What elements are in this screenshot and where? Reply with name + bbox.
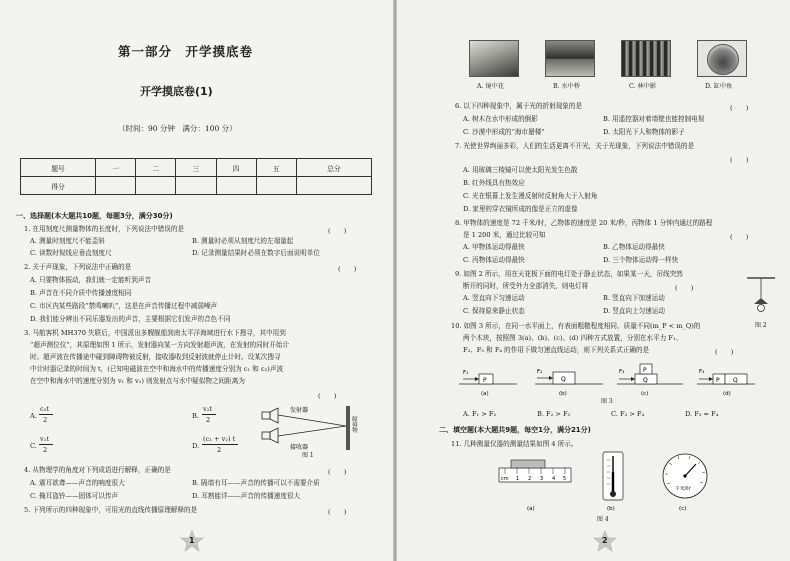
score-cell xyxy=(136,177,176,195)
photo-caption-c: C. 林中影 xyxy=(629,83,657,90)
photo-fish-bowl xyxy=(697,40,747,77)
ruler-instrument xyxy=(499,460,571,512)
score-row-label: 得分 xyxy=(21,177,96,195)
answer-paren: ( ) xyxy=(338,265,357,273)
score-table-header-row xyxy=(21,159,372,177)
figure-3-block-setups xyxy=(457,356,757,398)
figure-1-caption: 图 1 xyxy=(302,452,314,459)
figure-3-caption: 图 3 xyxy=(601,398,613,405)
q1-option-d: D. 记录测量结果时必须在数字后面说明单位 xyxy=(192,249,320,257)
measured-object xyxy=(511,460,545,468)
force-f2-label: F₂ xyxy=(537,369,543,375)
setup-b xyxy=(535,369,603,397)
score-header-cell: 三 xyxy=(176,159,216,177)
score-header-cell: 五 xyxy=(256,159,296,177)
q10-option-b: B. F₂ > F₃ xyxy=(537,410,571,418)
right-page xyxy=(397,0,790,561)
q8-option-c: C. 丙物体运动得最快 xyxy=(463,256,525,264)
q3-option-d-denominator: 2 xyxy=(217,446,222,454)
q6-option-b: B. 用遥控器对着墙壁也能控制电视 xyxy=(603,115,705,123)
question-4: 4. 从物理学的角度对下列成语进行解释，正确的是 xyxy=(24,466,171,474)
q9-option-c: C. 保持原来静止状态 xyxy=(463,307,525,315)
question-6: 6. 以下四种现象中，属于光的折射现象的是 xyxy=(455,102,583,110)
block-q-label: Q xyxy=(561,376,566,383)
light-bulb-icon xyxy=(758,305,765,312)
q3-option-d-label: D. xyxy=(192,442,200,450)
q6-option-c: C. 沙漠中形成的“海市蜃楼” xyxy=(463,128,545,136)
q3-option-d-numerator: (c₁ + v₂) t xyxy=(203,435,236,443)
q7-option-a: A. 用玻璃三棱镜可以使太阳光发生色散 xyxy=(463,166,578,174)
photo-caption-d: D. 缸中鱼 xyxy=(705,83,733,90)
figure-1-sonar-diagram xyxy=(250,402,380,457)
q4-option-a: A. 震耳欲聋——声音的响度很大 xyxy=(30,479,125,487)
q4-option-b: B. 隔墙有耳——声音的传播可以不需要介质 xyxy=(192,479,320,487)
q4-option-d: D. 耳熟能详——声音的传播速度很大 xyxy=(192,492,301,500)
q3-option-c-label: C. xyxy=(30,442,37,450)
setup-b-caption: (b) xyxy=(559,391,567,397)
emitter-horn xyxy=(270,408,278,423)
q8-option-d: D. 三个物体运动得一样快 xyxy=(603,256,679,264)
receiver-horn xyxy=(270,428,278,443)
force-f1-label: F₁ xyxy=(463,370,469,376)
figure-4-caption: 图 4 xyxy=(597,516,609,523)
q3-option-c-denominator: 2 xyxy=(43,446,48,454)
q3-option-b-label: B. xyxy=(192,412,199,420)
question-3-line-4: 中计时器记录的时间为 t，(已知电磁波在空中和海水中的传播速度分别为 c₁ 和 c₂)声波 xyxy=(30,365,284,373)
exam-title: 开学摸底卷(1) xyxy=(140,85,213,98)
q9-option-a: A. 竖直向下匀速运动 xyxy=(463,294,525,302)
question-9-line-2: 断开的同时，所受外力全部消失，则电灯将 xyxy=(463,282,589,290)
question-5: 5. 下列所示的四种现象中，可用光的直线传播原理解释的是 xyxy=(24,506,198,514)
q7-option-b: B. 红外线具有热效应 xyxy=(463,179,525,187)
score-header-cell: 题号 xyxy=(21,159,96,177)
ruler-unit: cm xyxy=(501,476,509,482)
section-2-heading: 二、填空题(本大题共9题，每空1分，满分21分) xyxy=(439,426,591,434)
q3-option-b-numerator: v₂t xyxy=(203,405,213,413)
q2-option-c: C. 市区内某些路段“禁鸣喇叭”，这是在声音传播过程中减弱噪声 xyxy=(30,302,218,310)
answer-paren: ( ) xyxy=(730,104,749,112)
q1-option-a: A. 测量时刻度尺不能歪斜 xyxy=(30,237,105,245)
left-page xyxy=(0,0,393,561)
obstacle-wall xyxy=(346,406,350,450)
score-cell xyxy=(296,177,371,195)
score-header-cell: 总分 xyxy=(296,159,371,177)
question-3-line-2: “超声测位仪”，其原理如图 1 所示，发射器向某一方向发射超声波，在发射的同时开始计 xyxy=(30,341,290,349)
reflected-wave xyxy=(278,426,346,436)
score-cell xyxy=(256,177,296,195)
question-8-line-2: 是 1 200 米，通过比较可知 xyxy=(463,231,546,239)
block-p-label: P xyxy=(716,377,720,384)
answer-paren: ( ) xyxy=(730,233,749,241)
answer-paren: ( ) xyxy=(328,508,347,516)
photo-caption-a: A. 镜中花 xyxy=(477,83,504,90)
q3-option-a-label: A. xyxy=(30,412,37,420)
setup-c xyxy=(617,364,683,397)
ruler-tick-label: 5 xyxy=(563,476,567,482)
q3-option-a-denominator: 2 xyxy=(43,416,48,424)
q7-option-c: C. 光在银幕上发生漫反射时反射角大于入射角 xyxy=(463,192,598,200)
photo-bridge-in-water xyxy=(545,40,595,77)
photo-forest-shadow xyxy=(621,40,671,77)
setup-a xyxy=(459,370,517,397)
q7-option-d: D. 家里的穿衣镜所成的像是正立的虚像 xyxy=(463,205,578,213)
section-1-heading: 一、选择题(本大题共10题，每题3分，满分30分) xyxy=(16,212,173,220)
ruler-tick-label: 4 xyxy=(552,476,556,482)
q3-option-b-denominator: 2 xyxy=(206,416,211,424)
fish-bowl-glass xyxy=(707,44,739,75)
q3-option-c-numerator: v₁t xyxy=(40,435,50,443)
q10-option-c: C. F₃ > F₄ xyxy=(611,410,645,418)
question-10-line-3: F₂、F₃ 和 F₄ 的作用下做匀速直线运动，则下列关系式正确的是 xyxy=(463,346,650,354)
thermometer-instrument xyxy=(603,452,623,512)
fig4-sub-c: (c) xyxy=(679,506,687,512)
q2-option-d: D. 我们能分辨出不同乐器发出的声音，主要根据它们发声的音色不同 xyxy=(30,315,231,323)
ruler-tick-label: 2 xyxy=(528,476,532,482)
fraction-bar xyxy=(202,444,238,445)
force-f3-label: F₃ xyxy=(619,369,625,375)
fig4-sub-a: (a) xyxy=(527,506,535,512)
force-f4-label: F₄ xyxy=(699,369,705,375)
speedometer-instrument xyxy=(663,454,707,512)
q4-option-c: C. 掩耳盗铃——固体可以传声 xyxy=(30,492,119,500)
emitter-box xyxy=(262,412,270,419)
score-cell xyxy=(176,177,216,195)
q6-option-a: A. 树木在水中形成的倒影 xyxy=(463,115,538,123)
ruler-tick-label: 1 xyxy=(516,476,520,482)
exam-meta: （时间：90 分钟 满分：100 分） xyxy=(118,124,237,133)
q9-option-b: B. 竖直向下加速运动 xyxy=(603,294,665,302)
figure-2-caption: 图 2 xyxy=(755,322,767,329)
part-title: 第一部分 开学摸底卷 xyxy=(118,44,254,59)
question-1: 1. 在用刻度尺测量物体的长度时，下列说法中错误的是 xyxy=(24,225,185,233)
photo-caption-b: B. 水中桥 xyxy=(553,83,581,90)
q2-option-b: B. 声音在不同介质中传播速度相同 xyxy=(30,289,132,297)
score-table xyxy=(20,158,372,195)
fig1-obstacle-label: 障碍物 xyxy=(351,416,357,433)
score-cell xyxy=(96,177,136,195)
score-header-cell: 一 xyxy=(96,159,136,177)
receiver-box xyxy=(262,432,270,439)
score-cell xyxy=(216,177,256,195)
fraction-bar xyxy=(202,414,216,415)
block-q-label: Q xyxy=(733,377,738,384)
q1-option-c: C. 读数时视线应垂直刻度尺 xyxy=(30,249,112,257)
q6-option-d: D. 太阳光下人和物体的影子 xyxy=(603,128,685,136)
score-table-row xyxy=(21,177,372,195)
question-8-line-1: 8. 甲物体的速度是 72 千米/时，乙物体的速度是 20 米/秒，丙物体 1 分钟内通过的路程 xyxy=(455,219,713,227)
page-number: 2 xyxy=(602,536,608,545)
figure-4-instruments xyxy=(497,450,727,522)
score-header-cell: 二 xyxy=(136,159,176,177)
answer-paren: ( ) xyxy=(730,156,749,164)
ruler-tick-label: 3 xyxy=(540,476,544,482)
answer-paren: ( ) xyxy=(328,468,347,476)
block-q-label: Q xyxy=(643,377,648,384)
fraction-bar xyxy=(39,414,53,415)
lamp-shade xyxy=(754,298,768,304)
q10-option-d: D. F₃ = F₄ xyxy=(685,410,719,418)
q1-option-b: B. 测量时必须从刻度尺的左端量起 xyxy=(192,237,294,245)
setup-c-caption: (c) xyxy=(641,391,649,397)
answer-paren: ( ) xyxy=(328,227,347,235)
question-9-line-1: 9. 如图 2 所示，用在天花板下面的电灯处于静止状态，如果某一天，吊线突然 xyxy=(455,270,683,278)
setup-d-caption: (d) xyxy=(723,391,731,397)
question-2: 2. 关于声现象，下列说法中正确的是 xyxy=(24,263,132,271)
answer-paren: ( ) xyxy=(715,348,734,356)
speedometer-unit: 千米/时 xyxy=(675,487,692,492)
fig1-receiver-label: 接收器 xyxy=(290,444,309,451)
fig1-emitter-label: 发射器 xyxy=(290,407,309,414)
q8-option-b: B. 乙物体运动得最快 xyxy=(603,243,665,251)
block-p-label: P xyxy=(643,367,647,374)
setup-a-caption: (a) xyxy=(481,391,489,397)
photo-mirror-flower xyxy=(469,40,519,77)
fig4-sub-b: (b) xyxy=(607,506,615,512)
page-number: 1 xyxy=(189,536,195,545)
question-3-line-3: 时。超声波在传播途中碰到障碍物被反射，接收器收到反射波就停止计时。设某次搜寻 xyxy=(30,353,281,361)
question-10-line-2: 两个木块，按照图 3(a)、(b)、(c)、(d) 四种方式放置，分别在水平力 F₁、 xyxy=(463,334,683,342)
outgoing-wave xyxy=(278,415,346,426)
q3-option-a-numerator: c₂t xyxy=(40,405,49,413)
setup-d xyxy=(697,369,755,397)
answer-paren: ( ) xyxy=(675,284,694,292)
question-11: 11. 几种测量仪器的测量结果如图 4 所示。 xyxy=(451,440,578,448)
q10-option-a: A. F₁ > F₂ xyxy=(463,410,497,418)
question-3-line-5: 在空中和海水中的速度分别为 v₁ 和 v₂) 则发射点与水中疑似物之间距离为 xyxy=(30,377,245,385)
q8-option-a: A. 甲物体运动得最快 xyxy=(463,243,525,251)
question-3-line-1: 3. 马航客机 MH370 失联后，中国派出多艘舰船到南太平洋海域进行水下搜寻，其中用到 xyxy=(24,329,286,337)
thermometer-bulb xyxy=(610,491,616,497)
q2-option-a: A. 只要物体振动，我们就一定能听到声音 xyxy=(30,276,152,284)
fraction-bar xyxy=(39,444,53,445)
answer-paren: ( ) xyxy=(318,392,337,400)
q9-option-d: D. 竖直向上匀速运动 xyxy=(603,307,665,315)
score-header-cell: 四 xyxy=(216,159,256,177)
question-10-line-1: 10. 如图 3 所示，在同一水平面上，有表面粗糙程度相同、质量不同(m_P < m_Q)的 xyxy=(451,322,701,330)
ruler-body xyxy=(499,468,571,482)
question-7: 7. 光使世界绚丽多彩，人们的生活更离不开光，关于光现象，下列说法中错误的是 xyxy=(455,142,695,150)
figure-2-hanging-lamp xyxy=(745,276,777,322)
block-p-label: P xyxy=(483,377,487,384)
